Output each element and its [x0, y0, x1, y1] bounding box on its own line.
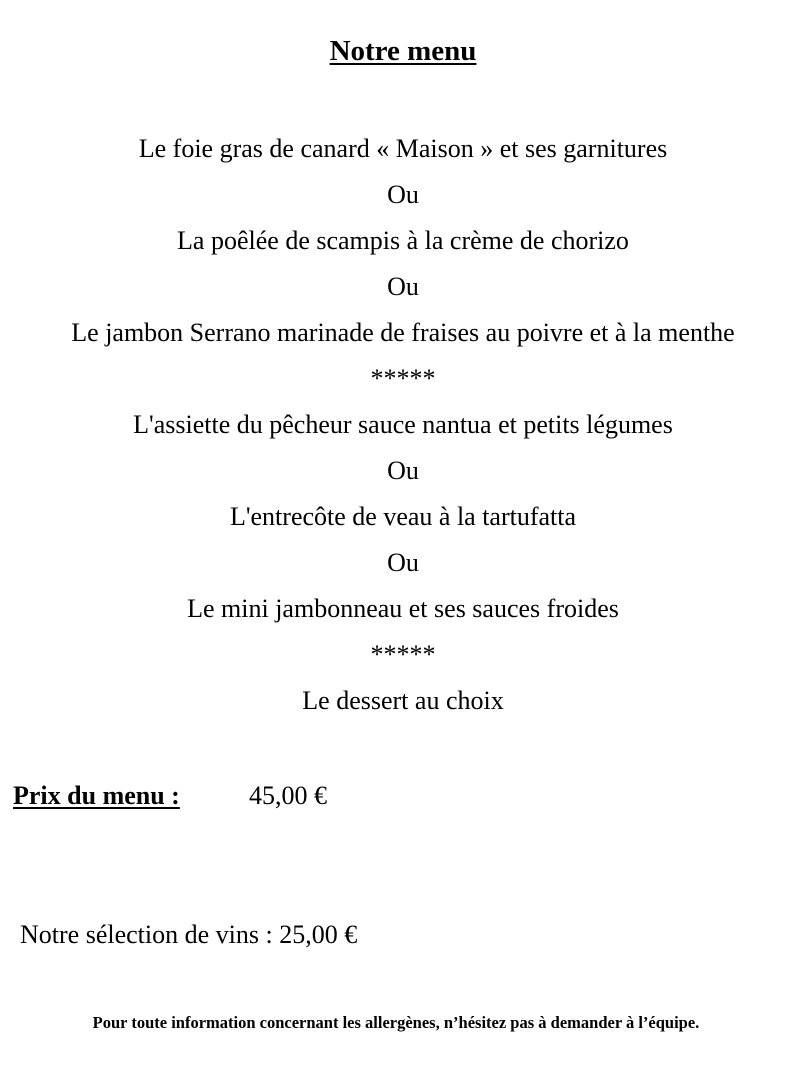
menu-separator-or: Ou [387, 548, 419, 577]
menu-item-main-2: L'entrecôte de veau à la tartufatta [229, 502, 577, 531]
course-divider: ***** [370, 364, 436, 393]
menu-item-main-3: Le mini jambonneau et ses sauces froides [187, 594, 619, 623]
menu-price-label: Prix du menu : [13, 781, 180, 810]
menu-separator-or: Ou [387, 180, 419, 209]
menu-price-row [13, 778, 327, 814]
menu-price-value: 45,00 € [249, 781, 327, 810]
course-divider: ***** [370, 640, 436, 669]
menu-item-main-1: L'assiette du pêcheur sauce nantua et petits légumes [133, 410, 673, 439]
menu-list [0, 126, 800, 724]
menu-separator-or: Ou [387, 456, 419, 485]
menu-item-starter-2: La poêlée de scampis à la crème de chorizo [177, 226, 629, 255]
wine-selection-price: Notre sélection de vins : 25,00 € [20, 920, 358, 949]
menu-separator-or: Ou [387, 272, 419, 301]
page-title: Notre menu [329, 35, 477, 67]
menu-item-dessert: Le dessert au choix [302, 686, 504, 715]
allergen-notice: Pour toute information concernant les allergènes, n’hésitez pas à demander à l’équipe. [92, 1013, 700, 1032]
menu-item-starter-1: Le foie gras de canard « Maison » et ses garnitures [138, 134, 668, 163]
menu-item-starter-3: Le jambon Serrano marinade de fraises au poivre et à la menthe [71, 318, 735, 347]
